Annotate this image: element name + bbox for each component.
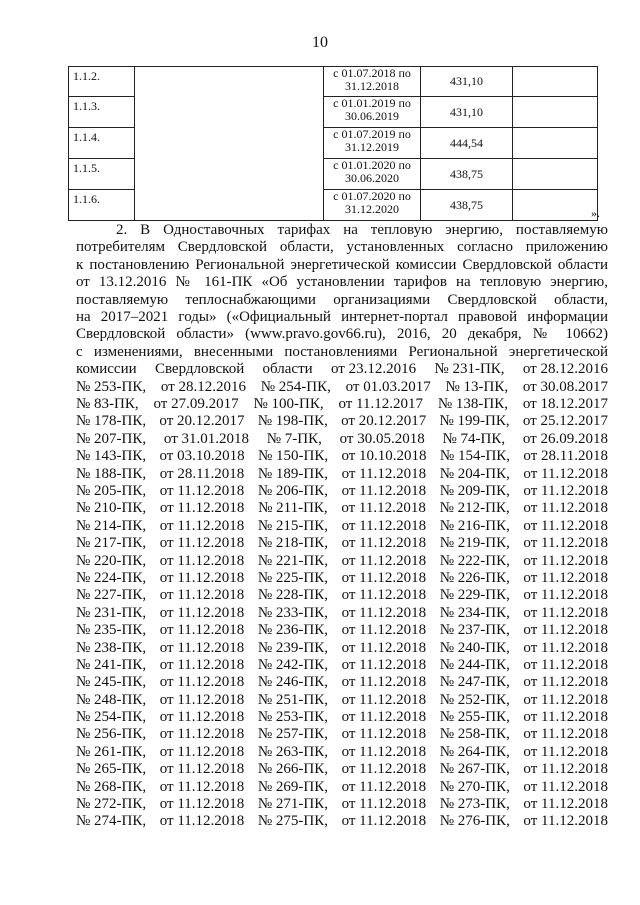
reference-token: от 11.12.2018 (523, 726, 608, 743)
reference-token: № 198-ПК, (257, 413, 328, 430)
reference-token: № 13-ПК, (445, 378, 509, 395)
empty-cell (513, 97, 598, 128)
tariff-value: 438,75 (421, 190, 513, 221)
reference-token: от 11.12.2018 (523, 813, 608, 830)
reference-token: № 211-ПК, (258, 500, 328, 517)
paragraph-line: от 13.12.2016 № 161-ПК «Об установлении тарифов на тепловую энергию, (76, 274, 608, 291)
paragraph-line: 2. В Одноставочных тарифах на тепловую энергию, поставляемую (116, 222, 608, 238)
closing-quote: ». (591, 206, 600, 220)
reference-token: от 11.12.2018 (523, 674, 608, 691)
reference-token: № 244-ПК, (439, 656, 510, 673)
reference-token: от 11.12.2018 (341, 569, 427, 586)
reference-token: № 74-ПК, (442, 430, 506, 447)
period-end: 31.12.2018 (345, 79, 399, 93)
reference-token: от 11.12.2018 (341, 796, 427, 813)
tariff-value: 438,75 (421, 159, 513, 190)
reference-token: от 11.12.2018 (159, 813, 245, 830)
reference-token: от 11.12.2018 (341, 761, 427, 778)
amendment-paragraph (76, 222, 608, 831)
row-number: 1.1.4. (69, 128, 135, 159)
paragraph-line: поставляемую теплоснабжающими организациями Свердловской области, (76, 291, 608, 308)
reference-token: от 11.12.2018 (341, 691, 427, 708)
reference-token: № 251-ПК, (257, 691, 328, 708)
reference-token: № 267-ПК, (439, 761, 510, 778)
period-start: с 01.01.2020 по (333, 158, 411, 172)
period-cell (324, 159, 421, 190)
reference-token: № 272-ПК, (76, 796, 147, 813)
reference-token: от 11.12.2018 (523, 622, 608, 639)
reference-token: № 269-ПК, (257, 778, 328, 795)
resolution-references (76, 361, 608, 831)
reference-line (76, 813, 608, 830)
reference-token: от 11.12.2018 (523, 482, 608, 499)
reference-token: № 199-ПК, (439, 413, 510, 430)
reference-token: от 11.12.2018 (159, 639, 245, 656)
reference-token: от 11.12.2018 (523, 552, 608, 569)
reference-token: № 253-ПК, (76, 378, 147, 395)
reference-token: № 7-ПК, (266, 430, 322, 447)
reference-token: № 228-ПК, (257, 587, 328, 604)
reference-token: № 253-ПК, (257, 709, 328, 726)
row-number: 1.1.3. (69, 97, 135, 128)
reference-token: от 11.12.2018 (341, 587, 427, 604)
reference-token: № 226-ПК, (439, 569, 510, 586)
reference-token: от 11.12.2018 (523, 569, 608, 586)
period-start: с 01.07.2018 по (333, 66, 411, 80)
reference-line (76, 796, 608, 813)
reference-token: от 11.12.2018 (159, 569, 245, 586)
reference-token: от 11.12.2018 (523, 691, 608, 708)
reference-line (76, 779, 608, 796)
reference-token: от 11.12.2018 (341, 709, 427, 726)
reference-token: от 11.12.2018 (523, 656, 608, 673)
period-cell (324, 67, 421, 97)
reference-token: комиссии (76, 361, 137, 378)
reference-line (76, 640, 608, 657)
reference-token: от 11.12.2018 (341, 656, 427, 673)
reference-token: № 255-ПК, (439, 709, 510, 726)
reference-token: № 212-ПК, (439, 500, 510, 517)
reference-token: от 11.12.2018 (159, 517, 245, 534)
reference-token: № 246-ПК, (257, 674, 328, 691)
empty-cell (513, 128, 598, 159)
paragraph-line: с изменениями, внесенными постановлениями Региональной энергетической (76, 343, 608, 360)
reference-token: от 03.10.2018 (159, 448, 245, 465)
reference-token: от 11.12.2018 (341, 778, 427, 795)
reference-token: от 11.12.2018 (159, 500, 245, 517)
reference-token: от 23.12.2016 (330, 361, 417, 378)
reference-token: № 271-ПК, (257, 796, 328, 813)
reference-token: № 257-ПК, (257, 726, 328, 743)
reference-token: № 215-ПК, (257, 517, 328, 534)
row-number: 1.1.6. (69, 190, 135, 221)
reference-line (76, 744, 608, 761)
reference-token: от 11.12.2018 (523, 587, 608, 604)
reference-token: № 189-ПК, (257, 465, 328, 482)
reference-line (76, 466, 608, 483)
reference-token: от 11.12.2018 (341, 622, 427, 639)
reference-token: № 247-ПК, (439, 674, 510, 691)
reference-token: № 83-ПК, (76, 396, 139, 413)
reference-token: № 242-ПК, (257, 656, 328, 673)
reference-token: от 11.12.2018 (523, 778, 608, 795)
reference-token: от 11.12.2018 (523, 465, 608, 482)
reference-token: № 248-ПК, (76, 691, 147, 708)
reference-token: от 11.12.2018 (341, 813, 427, 830)
reference-line (76, 570, 608, 587)
reference-token: № 229-ПК, (439, 587, 510, 604)
reference-token: от 11.12.2018 (341, 552, 427, 569)
reference-token: от 20.12.2017 (341, 413, 427, 430)
reference-token: от 11.12.2018 (159, 674, 245, 691)
reference-token: от 11.12.2018 (341, 517, 427, 534)
paragraph-line: Свердловской области» (www.pravo.gov66.ru), 2016, 20 декабря, № 10662) (76, 326, 608, 343)
reference-token: № 245-ПК, (76, 674, 147, 691)
reference-token: № 150-ПК, (257, 448, 329, 465)
reference-token: от 11.12.2018 (523, 535, 608, 552)
reference-token: от 11.12.2018 (159, 796, 245, 813)
paragraph-line: к постановлению Региональной энергетической комиссии Свердловской области (76, 256, 608, 273)
reference-token: от 11.12.2018 (159, 622, 245, 639)
reference-line (76, 361, 608, 378)
tariff-value: 444,54 (421, 128, 513, 159)
reference-token: от 11.12.2017 (338, 396, 424, 413)
reference-token: от 25.12.2017 (522, 413, 608, 430)
reference-token: № 270-ПК, (439, 778, 510, 795)
period-cell (324, 190, 421, 221)
reference-token: № 204-ПК, (439, 465, 510, 482)
reference-token: № 231-ПК, (76, 604, 147, 621)
reference-token: № 154-ПК, (439, 448, 511, 465)
reference-token: № 276-ПК, (439, 813, 510, 830)
reference-token: от 01.03.2017 (345, 378, 431, 395)
reference-token: № 227-ПК, (76, 587, 147, 604)
empty-cell (513, 67, 598, 97)
table-row (69, 67, 598, 97)
reference-token: от 11.12.2018 (159, 482, 245, 499)
reference-token: № 207-ПК, (76, 430, 147, 447)
reference-token: Свердловской (154, 361, 245, 378)
period-cell (324, 128, 421, 159)
reference-token: № 266-ПК, (257, 761, 328, 778)
reference-token: № 222-ПК, (439, 552, 510, 569)
tariff-table (68, 66, 598, 221)
reference-token: № 235-ПК, (76, 622, 147, 639)
reference-line (76, 709, 608, 726)
reference-token: № 254-ПК, (76, 709, 147, 726)
reference-token: № 224-ПК, (76, 569, 147, 586)
reference-token: от 11.12.2018 (523, 604, 608, 621)
empty-cell (513, 190, 598, 221)
reference-token: № 254-ПК, (260, 378, 331, 395)
reference-token: № 206-ПК, (257, 482, 328, 499)
reference-token: от 11.12.2018 (159, 656, 245, 673)
period-start: с 01.01.2019 по (333, 96, 411, 110)
reference-line (76, 535, 608, 552)
paragraph-line: на 2017–2021 годы» («Официальный интернет-портал правовой информации (76, 309, 608, 326)
reference-token: от 11.12.2018 (523, 517, 608, 534)
reference-line (76, 657, 608, 674)
period-cell (324, 97, 421, 128)
empty-cell (513, 159, 598, 190)
tariff-value: 431,10 (421, 67, 513, 97)
reference-line (76, 726, 608, 743)
reference-token: № 241-ПК, (76, 656, 147, 673)
reference-token: № 265-ПК, (76, 761, 147, 778)
reference-line (76, 587, 608, 604)
reference-token: от 11.12.2018 (159, 535, 245, 552)
reference-token: № 273-ПК, (439, 796, 510, 813)
reference-token: от 28.11.2018 (159, 465, 245, 482)
reference-token: от 11.12.2018 (341, 639, 427, 656)
reference-token: от 11.12.2018 (159, 726, 245, 743)
page-number: 10 (312, 34, 328, 51)
reference-token: от 27.09.2017 (153, 396, 239, 413)
reference-token: № 178-ПК, (76, 413, 147, 430)
reference-token: от 11.12.2018 (523, 709, 608, 726)
reference-token: от 11.12.2018 (523, 761, 608, 778)
reference-token: от 11.12.2018 (159, 761, 245, 778)
reference-token: № 274-ПК, (76, 813, 147, 830)
reference-token: № 275-ПК, (257, 813, 328, 830)
merged-name-cell (135, 67, 324, 221)
reference-token: № 220-ПК, (76, 552, 147, 569)
reference-token: № 237-ПК, (439, 622, 510, 639)
reference-token: от 11.12.2018 (341, 500, 426, 517)
reference-token: от 28.12.2016 (160, 378, 246, 395)
reference-token: № 143-ПК, (76, 448, 147, 465)
reference-token: № 233-ПК, (257, 604, 328, 621)
reference-token: № 264-ПК, (439, 743, 510, 760)
reference-token: от 11.12.2018 (159, 587, 245, 604)
reference-token: от 11.12.2018 (341, 604, 427, 621)
reference-token: от 11.12.2018 (159, 709, 245, 726)
reference-token: № 219-ПК, (439, 535, 510, 552)
reference-line (76, 413, 608, 430)
reference-token: № 239-ПК, (257, 639, 328, 656)
reference-line (76, 379, 608, 396)
reference-token: от 28.11.2018 (523, 448, 608, 465)
reference-token: № 216-ПК, (439, 517, 510, 534)
paragraph-line: потребителям Свердловской области, установленных согласно приложению (76, 239, 608, 256)
reference-token: от 26.09.2018 (522, 430, 608, 447)
reference-token: № 236-ПК, (257, 622, 328, 639)
row-number: 1.1.2. (69, 67, 135, 97)
reference-token: от 11.12.2018 (159, 691, 245, 708)
period-end: 31.12.2019 (345, 140, 399, 154)
reference-token: от 11.12.2018 (159, 743, 245, 760)
reference-token: № 188-ПК, (76, 465, 147, 482)
reference-line (76, 553, 608, 570)
reference-token: № 256-ПК, (76, 726, 147, 743)
reference-token: № 214-ПК, (76, 517, 147, 534)
reference-token: № 138-ПК, (437, 396, 509, 413)
reference-token: от 11.12.2018 (341, 674, 427, 691)
reference-token: № 261-ПК, (76, 743, 147, 760)
reference-token: № 258-ПК, (439, 726, 510, 743)
reference-line (76, 761, 608, 778)
reference-token: № 210-ПК, (76, 500, 147, 517)
tariff-value: 431,10 (421, 97, 513, 128)
reference-line (76, 500, 608, 517)
reference-token: № 238-ПК, (76, 639, 147, 656)
reference-line (76, 431, 608, 448)
reference-token: от 11.12.2018 (159, 552, 245, 569)
reference-token: № 209-ПК, (439, 482, 510, 499)
reference-token: от 18.12.2017 (522, 396, 608, 413)
reference-token: от 11.12.2018 (341, 465, 427, 482)
reference-token: от 11.12.2018 (159, 778, 245, 795)
reference-token: от 28.12.2016 (522, 361, 608, 378)
reference-token: от 11.12.2018 (159, 604, 245, 621)
reference-token: № 268-ПК, (76, 778, 147, 795)
reference-token: № 205-ПК, (76, 482, 147, 499)
period-start: с 01.07.2020 по (333, 189, 411, 203)
reference-token: от 30.08.2017 (522, 378, 608, 395)
reference-token: № 263-ПК, (257, 743, 328, 760)
period-end: 30.06.2019 (345, 109, 399, 123)
reference-token: от 30.05.2018 (339, 430, 425, 447)
period-end: 31.12.2020 (345, 202, 399, 216)
reference-token: от 11.12.2018 (523, 500, 608, 517)
reference-token: № 100-ПК, (253, 396, 324, 413)
reference-line (76, 674, 608, 691)
reference-token: от 20.12.2017 (159, 413, 245, 430)
reference-token: области (262, 361, 313, 378)
reference-line (76, 483, 608, 500)
reference-token: от 31.01.2018 (163, 430, 249, 447)
reference-line (76, 448, 608, 465)
reference-token: № 252-ПК, (439, 691, 510, 708)
reference-token: № 217-ПК, (76, 535, 147, 552)
reference-token: от 11.12.2018 (523, 796, 608, 813)
reference-token: № 225-ПК, (257, 569, 328, 586)
reference-token: № 240-ПК, (439, 639, 510, 656)
reference-line (76, 396, 608, 413)
period-start: с 01.07.2019 по (333, 127, 411, 141)
period-end: 30.06.2020 (345, 171, 399, 185)
reference-token: № 221-ПК, (257, 552, 328, 569)
reference-token: от 11.12.2018 (523, 743, 608, 760)
reference-token: № 234-ПК, (439, 604, 510, 621)
reference-line (76, 518, 608, 535)
reference-token: от 10.10.2018 (341, 448, 427, 465)
reference-token: № 218-ПК, (257, 535, 328, 552)
reference-token: от 11.12.2018 (341, 482, 427, 499)
reference-token: от 11.12.2018 (341, 743, 427, 760)
row-number: 1.1.5. (69, 159, 135, 190)
reference-token: от 11.12.2018 (341, 535, 427, 552)
reference-token: № 231-ПК, (434, 361, 505, 378)
reference-line (76, 622, 608, 639)
reference-line (76, 605, 608, 622)
reference-token: от 11.12.2018 (523, 639, 608, 656)
reference-token: от 11.12.2018 (341, 726, 427, 743)
reference-line (76, 692, 608, 709)
